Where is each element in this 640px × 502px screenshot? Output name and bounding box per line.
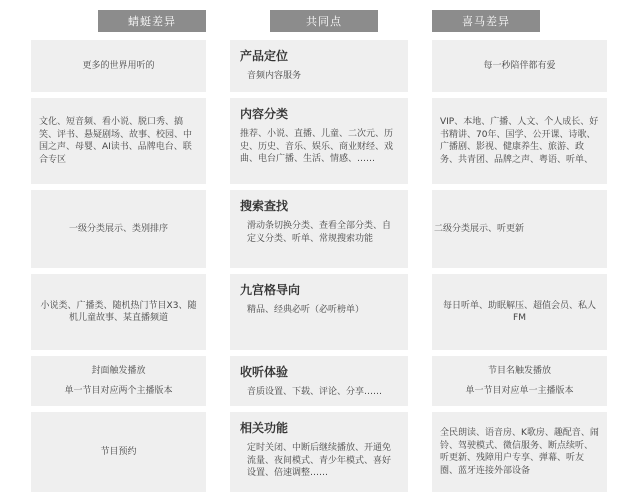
qingting-listening-text-1: 封面触发播放 xyxy=(91,365,146,376)
common-grid-cell xyxy=(230,274,408,350)
grid-title: 九宫格导向 xyxy=(240,283,301,297)
ximalaya-features-cell xyxy=(432,412,607,492)
positioning-text: 音频内容服务 xyxy=(247,71,302,81)
qingting-listening-text-2: 单一节目对应两个主播版本 xyxy=(64,386,173,396)
header-ximalaya-diff: 喜马差异 xyxy=(432,10,540,32)
qingting-search-cell xyxy=(31,190,206,268)
ximalaya-grid-cell xyxy=(432,274,607,350)
grid-text: 精品、经典必听（必听榜单） xyxy=(247,305,365,315)
qingting-search-text: 一级分类展示、类别排序 xyxy=(68,223,168,234)
qingting-categories-text: 文化、短音频、看小说、脱口秀、搞笑、评书、悬疑剧场、故事、校园、中国之声、母婴、AI读书、品牌电台、联合专区 xyxy=(39,117,193,165)
qingting-categories-cell xyxy=(31,98,206,184)
features-text: 定时关闭、中断后继续播放、开通免流量、夜间模式、青少年模式、喜好设置、倍速调整…… xyxy=(247,443,392,478)
common-listening-cell xyxy=(230,356,408,406)
ximalaya-listening-text-2: 单一节目对应单一主播版本 xyxy=(465,386,574,396)
ximalaya-categories-text: VIP、本地、广播、人文、个人成长、好书精讲、70年、国学、公开课、诗歌、广播剧、影视、健康养生、旅游、政务、共青团、品牌之声、粤语、听单、 xyxy=(440,117,599,165)
qingting-listening-cell xyxy=(31,356,206,406)
ximalaya-categories-cell xyxy=(432,98,607,184)
common-categories-cell xyxy=(230,98,408,184)
ximalaya-features-text: 全民朗读、语音房、K歌房、趣配音、闹铃、驾驶模式、微信服务、断点续听、听更新、残障用户专享、弹幕、听友圈、蓝牙连接外部设备 xyxy=(440,428,599,476)
ximalaya-listening-cell xyxy=(432,356,607,406)
categories-text: 推荐、小说、直播、儿童、二次元、历史、历史、音乐、娱乐、商业财经、戏曲、电台广播、生活、情感、…… xyxy=(240,129,394,164)
ximalaya-positioning-cell xyxy=(432,40,607,92)
listening-title: 收听体验 xyxy=(240,365,289,379)
qingting-grid-text: 小说类、广播类、随机热门节目X3、随机儿童故事、某直播频道 xyxy=(40,300,197,323)
categories-title: 内容分类 xyxy=(240,107,289,121)
qingting-grid-cell xyxy=(31,274,206,350)
search-title: 搜索查找 xyxy=(240,199,289,213)
common-features-cell xyxy=(230,412,408,492)
qingting-positioning-text: 更多的世界用听的 xyxy=(82,60,155,71)
common-search-cell xyxy=(230,190,408,268)
ximalaya-grid-text: 每日听单、助眠解压、超值会员、私人FM xyxy=(442,300,596,323)
ximalaya-search-cell xyxy=(432,190,607,268)
qingting-features-cell xyxy=(31,412,206,492)
header-qingting-diff: 蜻蜓差异 xyxy=(98,10,206,32)
features-title: 相关功能 xyxy=(240,421,289,435)
header-common: 共同点 xyxy=(270,10,378,32)
ximalaya-search-text: 二级分类展示、听更新 xyxy=(434,223,525,234)
ximalaya-listening-text-1: 节目名触发播放 xyxy=(487,365,551,376)
search-text: 滑动条切换分类、查看全部分类、自定义分类、听单、常规搜索功能 xyxy=(247,221,392,244)
ximalaya-positioning-text: 每一秒陪伴都有爱 xyxy=(483,60,556,71)
positioning-title: 产品定位 xyxy=(240,49,289,63)
qingting-positioning-cell xyxy=(31,40,206,92)
common-positioning-cell xyxy=(230,40,408,92)
qingting-features-text: 节目预约 xyxy=(100,446,137,457)
listening-text: 音质设置、下载、评论、分享…… xyxy=(247,387,383,397)
